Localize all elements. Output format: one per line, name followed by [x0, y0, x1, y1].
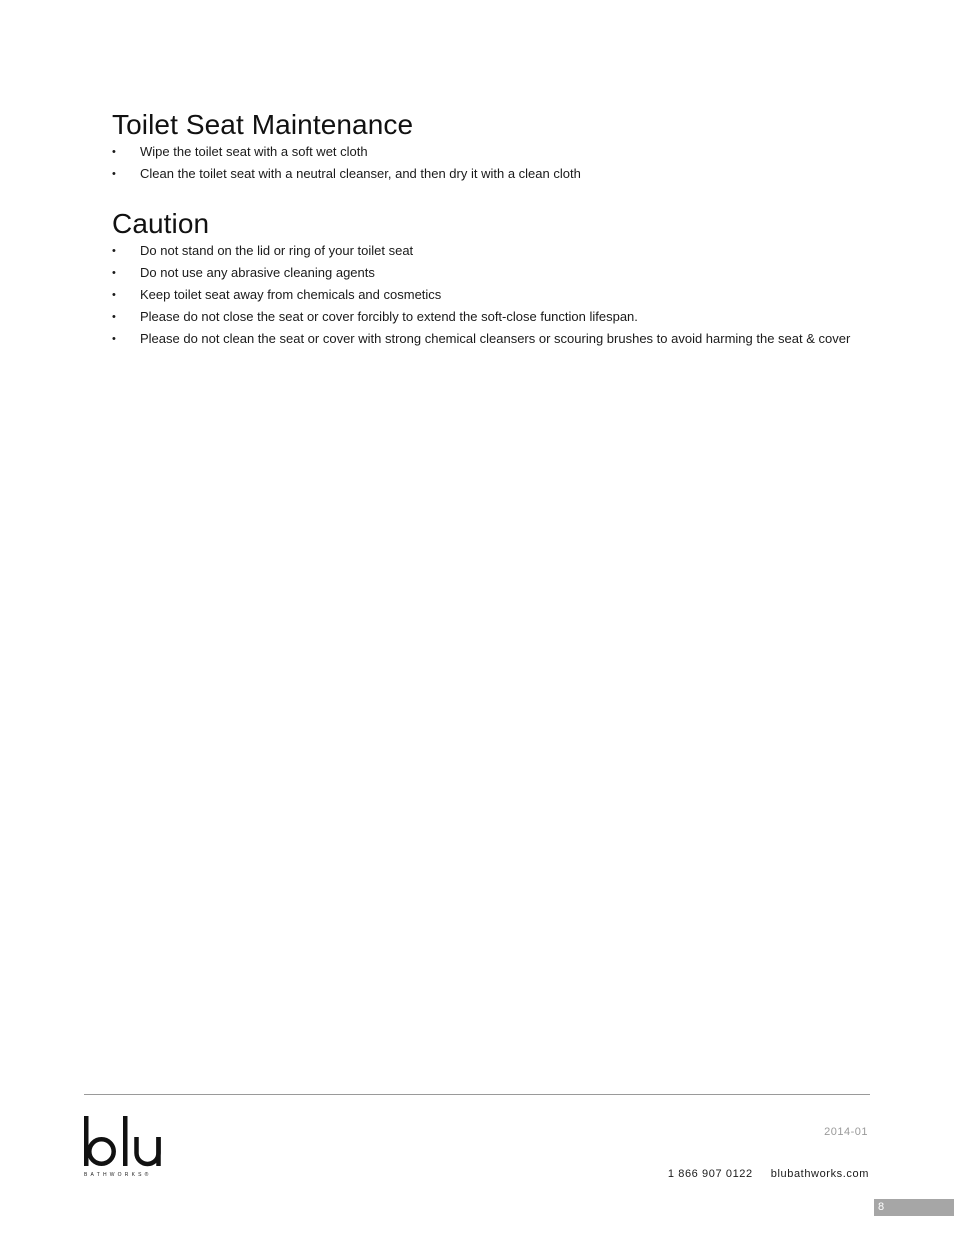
- bullet-icon: •: [112, 245, 116, 257]
- list-item-text: Please do not close the seat or cover forcibly to extend the soft-close function lifespan.: [140, 309, 638, 324]
- list-item: [112, 262, 912, 284]
- list-item-text: Wipe the toilet seat with a soft wet cloth: [140, 144, 368, 159]
- caution-heading: Caution: [112, 208, 210, 239]
- bullet-icon: •: [112, 168, 116, 180]
- list-item: [112, 240, 912, 262]
- list-item-text: Clean the toilet seat with a neutral cleanser, and then dry it with a clean cloth: [140, 166, 581, 181]
- caution-section: [112, 208, 912, 350]
- maintenance-list: [112, 141, 912, 185]
- list-item-text: Please do not clean the seat or cover with strong chemical cleansers or scouring brushes to avoid harming the seat & cover: [140, 331, 851, 346]
- page-number-tab: [874, 1199, 954, 1216]
- list-item: [112, 284, 912, 306]
- list-item-text: Do not stand on the lid or ring of your toilet seat: [140, 243, 414, 258]
- blu-logo-icon: [83, 1116, 163, 1168]
- contact-info: [668, 1168, 869, 1180]
- logo-subtitle: BATHWORKS®: [84, 1172, 152, 1178]
- maintenance-heading: Toilet Seat Maintenance: [112, 109, 414, 140]
- blu-logo: [83, 1116, 165, 1182]
- bullet-icon: •: [112, 267, 116, 279]
- bullet-icon: •: [112, 289, 116, 301]
- maintenance-section: [112, 109, 912, 185]
- list-item-text: Do not use any abrasive cleaning agents: [140, 265, 375, 280]
- bullet-icon: •: [112, 146, 116, 158]
- list-item: [112, 306, 912, 328]
- bullet-icon: •: [112, 311, 116, 323]
- phone-number: 1 866 907 0122: [667, 1168, 753, 1180]
- list-item: [112, 328, 912, 350]
- bullet-icon: •: [112, 333, 116, 345]
- website-link[interactable]: blubathworks.com: [770, 1168, 869, 1180]
- caution-list: [112, 240, 912, 350]
- page-number: 8: [878, 1201, 885, 1213]
- footer-divider: [84, 1094, 870, 1095]
- document-date: 2014-01: [824, 1126, 868, 1138]
- list-item-text: Keep toilet seat away from chemicals and cosmetics: [140, 287, 442, 302]
- list-item: [112, 163, 912, 185]
- list-item: [112, 141, 912, 163]
